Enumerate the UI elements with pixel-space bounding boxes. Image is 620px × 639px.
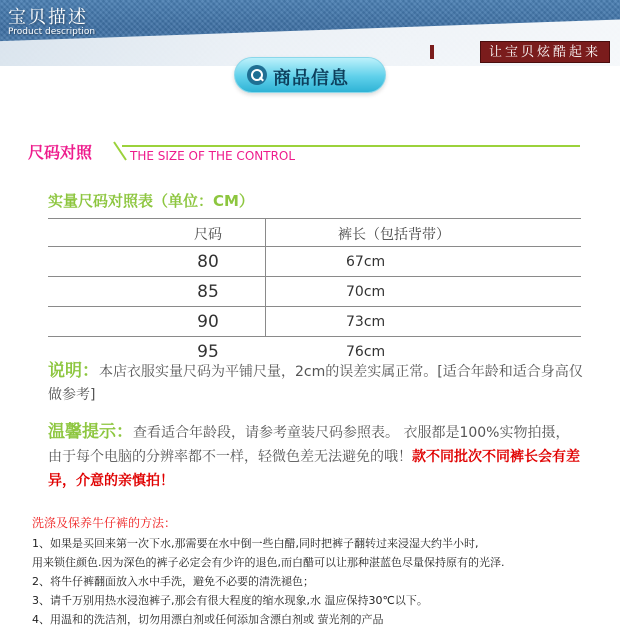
friendly-reminder	[48, 420, 583, 493]
table-row	[48, 277, 581, 307]
measurement-note	[48, 360, 583, 407]
care-line: 3、请千万别用热水浸泡裤子,那会有很大程度的缩水现象,水 温应保持30℃以下。	[32, 594, 428, 607]
reminder-label: 温馨提示：	[48, 422, 133, 442]
note-label: 说明：	[48, 361, 99, 381]
care-instructions	[32, 514, 602, 629]
table-row	[48, 247, 581, 277]
care-title: 洗涤及保养牛仔裤的方法：	[32, 516, 177, 530]
reminder-text: 查看适合年龄段，请参考童装尺码参照表。 衣服都是100%实物拍摄，由于每个电脑的分辨率都不一样，轻微色差无法避免的哦！	[48, 425, 570, 465]
banner-subtitle: Product description	[8, 27, 96, 37]
note-text: 本店衣服实量尺码为平铺尺量，2cm的误差实属正常。[适合年龄和适合身高仅做参考]	[48, 364, 583, 403]
size-chart-english-title: THE SIZE OF THE CONTROL	[130, 149, 296, 163]
size-cell: 80	[197, 252, 219, 272]
size-cell: 85	[197, 282, 219, 302]
size-table	[48, 218, 581, 367]
table-row	[48, 307, 581, 337]
size-table-title: 实量尺码对照表（单位：CM）	[48, 192, 254, 210]
header-size: 尺码	[194, 227, 222, 243]
size-chart-title: 尺码对照	[28, 143, 93, 162]
length-cell: 73cm	[346, 314, 386, 330]
length-cell: 76cm	[346, 344, 386, 360]
title-underline	[122, 145, 580, 147]
size-cell: 95	[197, 342, 219, 362]
search-icon	[247, 65, 267, 85]
table-header-row	[48, 218, 581, 247]
product-info-label: 商品信息	[273, 68, 349, 89]
reminder-warning: 款不同批次不同裤长会有差异，介意的亲慎拍！	[48, 449, 580, 489]
size-cell: 90	[197, 312, 219, 332]
length-cell: 70cm	[346, 284, 386, 300]
banner-title: 宝贝描述	[8, 7, 88, 28]
product-info-pill	[234, 57, 386, 93]
care-line: 用来锁住颜色.因为深色的裤子必定会有少许的退色,而白醋可以让那种湛蓝色尽量保持原有的光泽.	[32, 556, 505, 569]
care-line: 1、如果是买回来第一次下水,那需要在水中倒一些白醋,同时把裤子翻转过来浸湿大约半小时,	[32, 537, 479, 550]
slogan-accent-bar	[430, 45, 434, 59]
length-cell: 67cm	[346, 254, 386, 270]
care-line: 2、将牛仔裤翻面放入水中手洗，避免不必要的清洗褪色；	[32, 575, 314, 588]
slogan-badge: 让宝贝炫酷起来	[480, 41, 610, 63]
care-line: 4、用温和的洗洁剂，切勿用漂白剂或任何添加含漂白剂或 萤光剂的产品	[32, 613, 384, 626]
header-length: 裤长（包括背带）	[338, 227, 450, 243]
